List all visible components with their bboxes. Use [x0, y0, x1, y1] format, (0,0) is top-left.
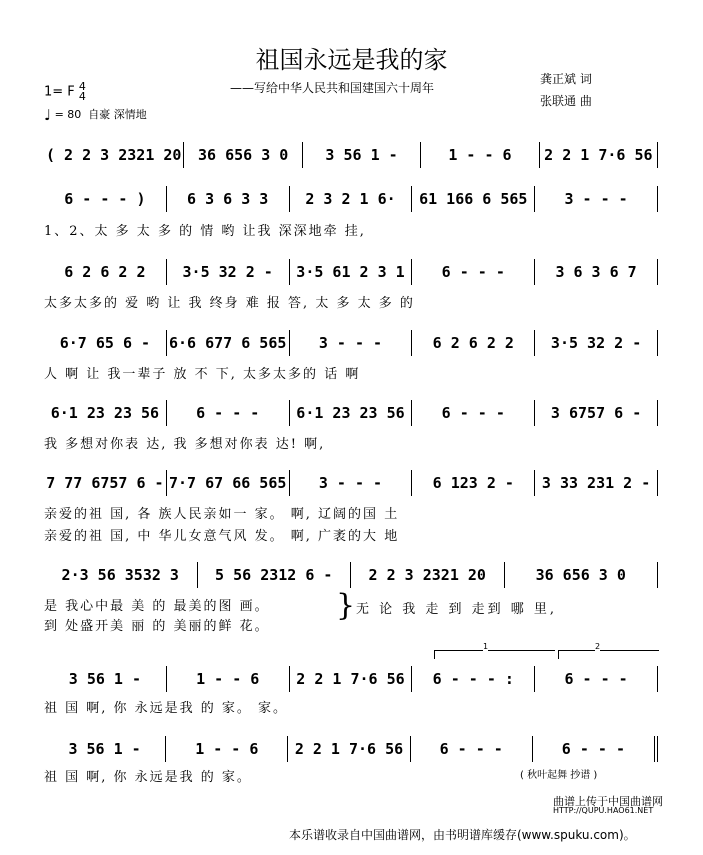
measure: ( 2 2 3 2321 20: [46, 146, 182, 164]
volta-label: 1: [483, 642, 489, 651]
measure: 3·5 32 2 -: [166, 259, 289, 285]
measure: 6 3 6 3 3: [166, 186, 289, 212]
lyric-line: 是 我心中最 美 的 最美的图 画。: [44, 599, 270, 614]
measure: 3·5 32 2 -: [534, 330, 658, 356]
lyric-line: 亲爱的祖 国, 各 族人民亲如一 家。 啊, 辽阔的国 土: [44, 507, 400, 522]
song-title: 祖国永远是我的家: [255, 46, 448, 74]
measure: 6 2 6 2 2: [411, 330, 534, 356]
measure: 6 - - -: [410, 736, 532, 762]
measure: 61 166 6 565: [411, 186, 534, 212]
volta-bracket-1: [434, 642, 555, 659]
lyric-line: 人 啊 让 我一辈子 放 不 下, 太多太多的 话 啊: [44, 367, 361, 382]
measure: 2 2 1 7·6 56: [539, 142, 658, 168]
key-signature: [44, 82, 86, 102]
copyist-credit: ( 秋叶起舞 抄谱 ): [520, 770, 598, 781]
footer-notice: 本乐谱收录自中国曲谱网，由书明谱库缓存(www.spuku.com)。: [289, 828, 636, 842]
time-bottom: 4: [78, 90, 86, 103]
measure: 6 - - -: [166, 400, 289, 426]
measure: 6·7 65 6 -: [59, 334, 151, 352]
measure: 3 - - -: [289, 470, 412, 496]
measure: 6 - - -: [411, 259, 534, 285]
measure: 1 - - 6: [166, 666, 289, 692]
measure: 5 56 2312 6 -: [197, 562, 351, 588]
measure: 3 56 1 -: [68, 740, 141, 758]
staff-1: [44, 140, 658, 170]
measure: 36 656 3 0: [183, 142, 301, 168]
measure: 6 123 2 -: [411, 470, 534, 496]
measure: 3 - - -: [289, 330, 412, 356]
measure: 6 - - - :: [411, 666, 534, 692]
staff-7: [44, 560, 658, 590]
lyricist: 龚正斌 词: [540, 72, 592, 86]
measure: 6·6 677 6 565: [166, 330, 289, 356]
measure: 2 2 1 7·6 56: [289, 666, 412, 692]
staff-2: [44, 184, 658, 214]
volta-bracket-2: [558, 642, 659, 659]
lyric-line: 1、2、太 多 太 多 的 情 哟 让我 深深地牵 挂,: [44, 224, 366, 239]
credits: [540, 68, 592, 112]
measure: 3 56 1 -: [68, 670, 142, 688]
time-top: 4: [78, 80, 86, 93]
staff-5: [44, 398, 658, 428]
measure: 6 - - -: [534, 666, 658, 692]
lyric-line: 我 多想对你表 达, 我 多想对你表 达! 啊,: [44, 437, 326, 452]
refrain-lyric: 无 论 我 走 到 走到 哪 里,: [356, 602, 558, 617]
composer: 张联通 曲: [540, 94, 592, 108]
lyric-line: 太多太多的 爱 哟 让 我 终身 难 报 答, 太 多 太 多 的: [44, 296, 415, 311]
key-label: 1= F: [44, 84, 75, 100]
tempo-mark: [44, 106, 147, 124]
measure: 7·7 67 66 565: [166, 470, 289, 496]
brace-icon: }: [336, 588, 356, 623]
measure: 3 33 231 2 -: [534, 470, 658, 496]
song-subtitle: ——写给中华人民共和国建国六十周年: [230, 81, 435, 95]
site-url-watermark: HTTP://QUPU.HAO61.NET: [553, 806, 654, 815]
measure: 6 - - - ): [64, 190, 146, 208]
measure: 6·1 23 23 56: [289, 400, 412, 426]
measure: 6 2 6 2 2: [64, 263, 146, 281]
quarter-note-icon: ♩: [44, 106, 52, 124]
time-signature: [79, 82, 86, 102]
measure: 2·3 56 3532 3: [61, 566, 179, 584]
staff-3: [44, 257, 658, 287]
lyric-line: 到 处盛开美 丽 的 美丽的鲜 花。: [44, 619, 270, 634]
measure: 6 - - -: [532, 736, 658, 762]
measure: 3·5 61 2 3 1: [289, 259, 412, 285]
staff-4: [44, 328, 658, 358]
measure: 3 56 1 -: [302, 142, 420, 168]
lyric-line: 祖 国 啊, 你 永远是我 的 家。: [44, 770, 252, 785]
measure: 1 - - 6: [165, 736, 287, 762]
staff-8: [44, 664, 658, 694]
site-watermark: 曲谱上传于中国曲谱网: [553, 795, 663, 808]
measure: 6·1 23 23 56: [50, 404, 160, 422]
tempo-value: = 80: [54, 108, 82, 121]
measure: 3 6 3 6 7: [534, 259, 658, 285]
measure: 6 - - -: [411, 400, 534, 426]
staff-6: [44, 468, 658, 498]
measure: 1 - - 6: [420, 142, 538, 168]
measure: 3 - - -: [534, 186, 658, 212]
measure: 2 2 1 7·6 56: [287, 736, 409, 762]
measure: 7 77 6757 6 -: [46, 474, 164, 492]
measure: 36 656 3 0: [504, 562, 659, 588]
staff-9: [44, 734, 658, 764]
expression-mark: 自豪 深情地: [88, 108, 147, 121]
volta-label: 2: [595, 642, 601, 651]
measure: 3 6757 6 -: [534, 400, 658, 426]
lyric-line: 亲爱的祖 国, 中 华儿女意气风 发。 啊, 广袤的大 地: [44, 529, 400, 544]
measure: 2 2 3 2321 20: [350, 562, 504, 588]
lyric-line: 祖 国 啊, 你 永远是我 的 家。 家。: [44, 701, 289, 716]
measure: 2 3 2 1 6·: [289, 186, 412, 212]
